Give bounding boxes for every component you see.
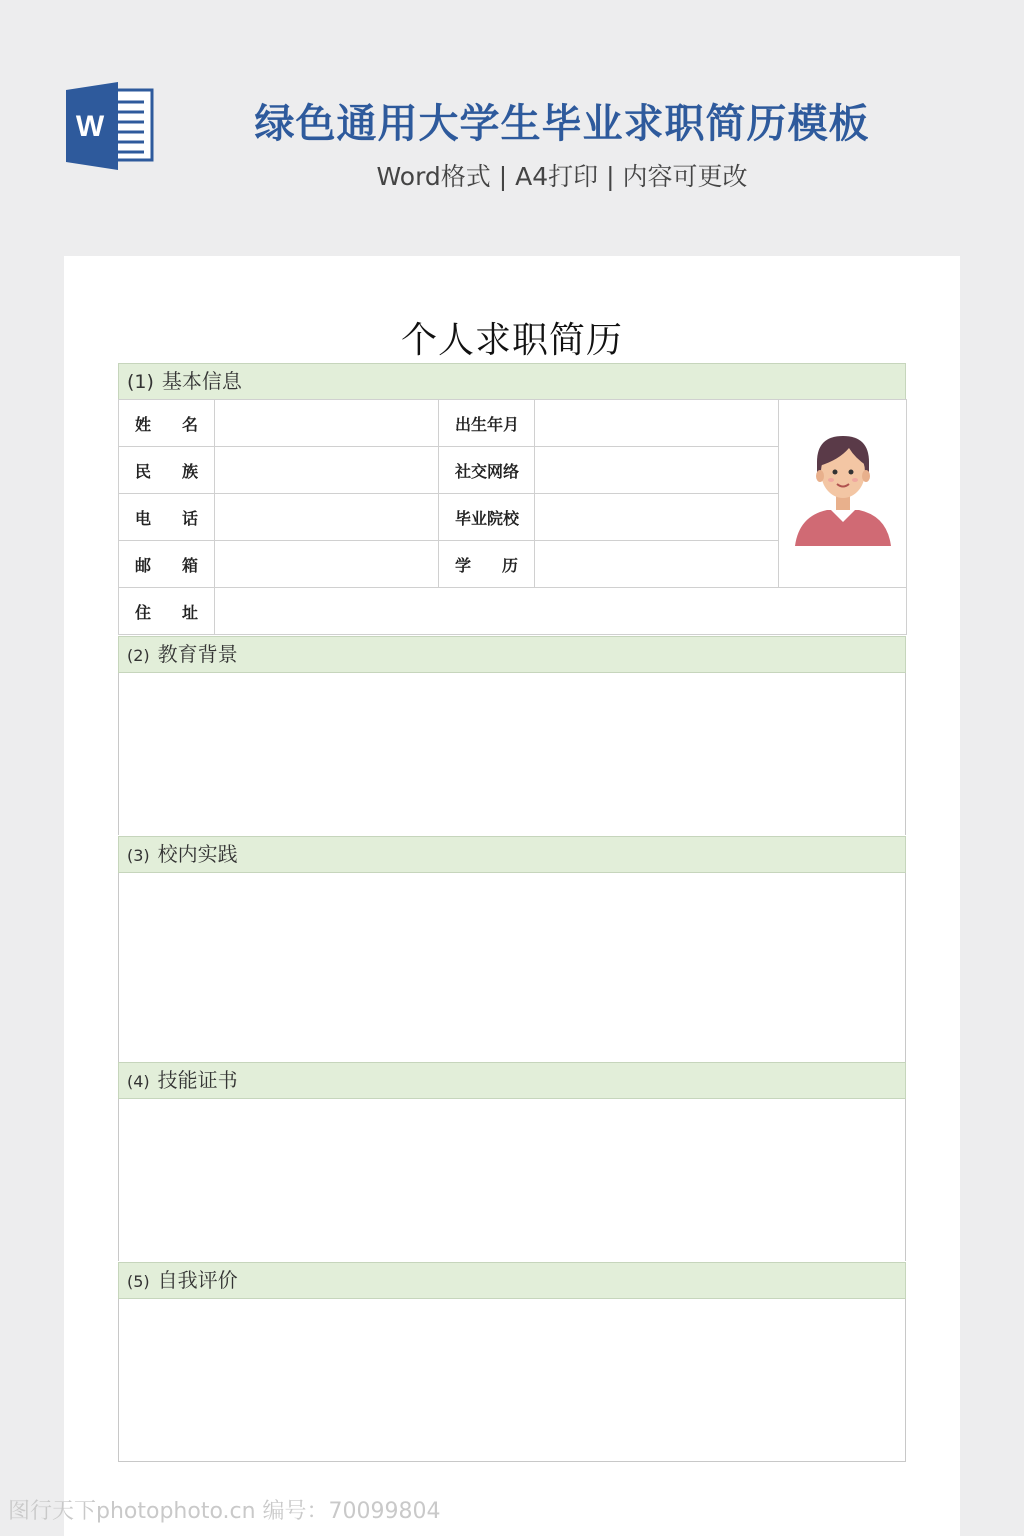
self-evaluation-content-area[interactable] [118, 1299, 906, 1461]
word-icon-letter: W [75, 110, 105, 143]
basic-info-table [118, 399, 907, 635]
social-network-field[interactable] [535, 447, 779, 494]
phone-field[interactable] [215, 494, 439, 541]
resume-page [64, 256, 960, 1536]
birth-date-field[interactable] [535, 400, 779, 447]
email-label: 邮 箱 [119, 541, 215, 588]
section-header-self-evaluation [118, 1262, 906, 1299]
address-label: 住 址 [119, 588, 215, 635]
section-number: (5) [127, 1272, 150, 1291]
ethnicity-field[interactable] [215, 447, 439, 494]
social-network-label: 社交网络 [439, 447, 535, 494]
template-banner [0, 0, 1024, 256]
skills-content-area[interactable] [118, 1099, 906, 1261]
photo-cell[interactable] [779, 400, 907, 588]
section-label: 自我评价 [157, 1268, 238, 1292]
education-content-area[interactable] [118, 673, 906, 835]
school-label: 毕业院校 [439, 494, 535, 541]
degree-label: 学 历 [439, 541, 535, 588]
template-title: 绿色通用大学生毕业求职简历模板 [254, 101, 870, 147]
section-header-basic-info [118, 363, 906, 400]
table-row [119, 400, 907, 447]
name-field[interactable] [215, 400, 439, 447]
ethnicity-label: 民 族 [119, 447, 215, 494]
watermark-text: 图行天下photophoto.cn 编号：70099804 [8, 1499, 441, 1524]
section-number: (3) [127, 846, 150, 865]
section-number: (2) [127, 646, 150, 665]
birth-date-label: 出生年月 [439, 400, 535, 447]
section-label: 教育背景 [157, 642, 238, 666]
school-field[interactable] [535, 494, 779, 541]
template-subtitle: Word格式 | A4打印 | 内容可更改 [376, 162, 748, 191]
phone-label: 电 话 [119, 494, 215, 541]
section-label: 校内实践 [157, 842, 238, 866]
section-label: 基本信息 [161, 369, 242, 393]
address-field[interactable] [215, 588, 907, 635]
table-bottom-border [118, 1461, 906, 1462]
section-header-skills [118, 1062, 906, 1099]
email-field[interactable] [215, 541, 439, 588]
female-avatar-icon [793, 434, 893, 550]
table-row [119, 588, 907, 635]
section-header-education [118, 636, 906, 673]
section-number: (4) [127, 1072, 150, 1091]
name-label: 姓 名 [119, 400, 215, 447]
resume-title: 个人求职简历 [400, 320, 623, 361]
campus-practice-content-area[interactable] [118, 873, 906, 1062]
section-label: 技能证书 [157, 1068, 238, 1092]
section-header-campus-practice [118, 836, 906, 873]
section-number: (1) [127, 371, 154, 393]
word-document-icon [64, 80, 156, 172]
degree-field[interactable] [535, 541, 779, 588]
